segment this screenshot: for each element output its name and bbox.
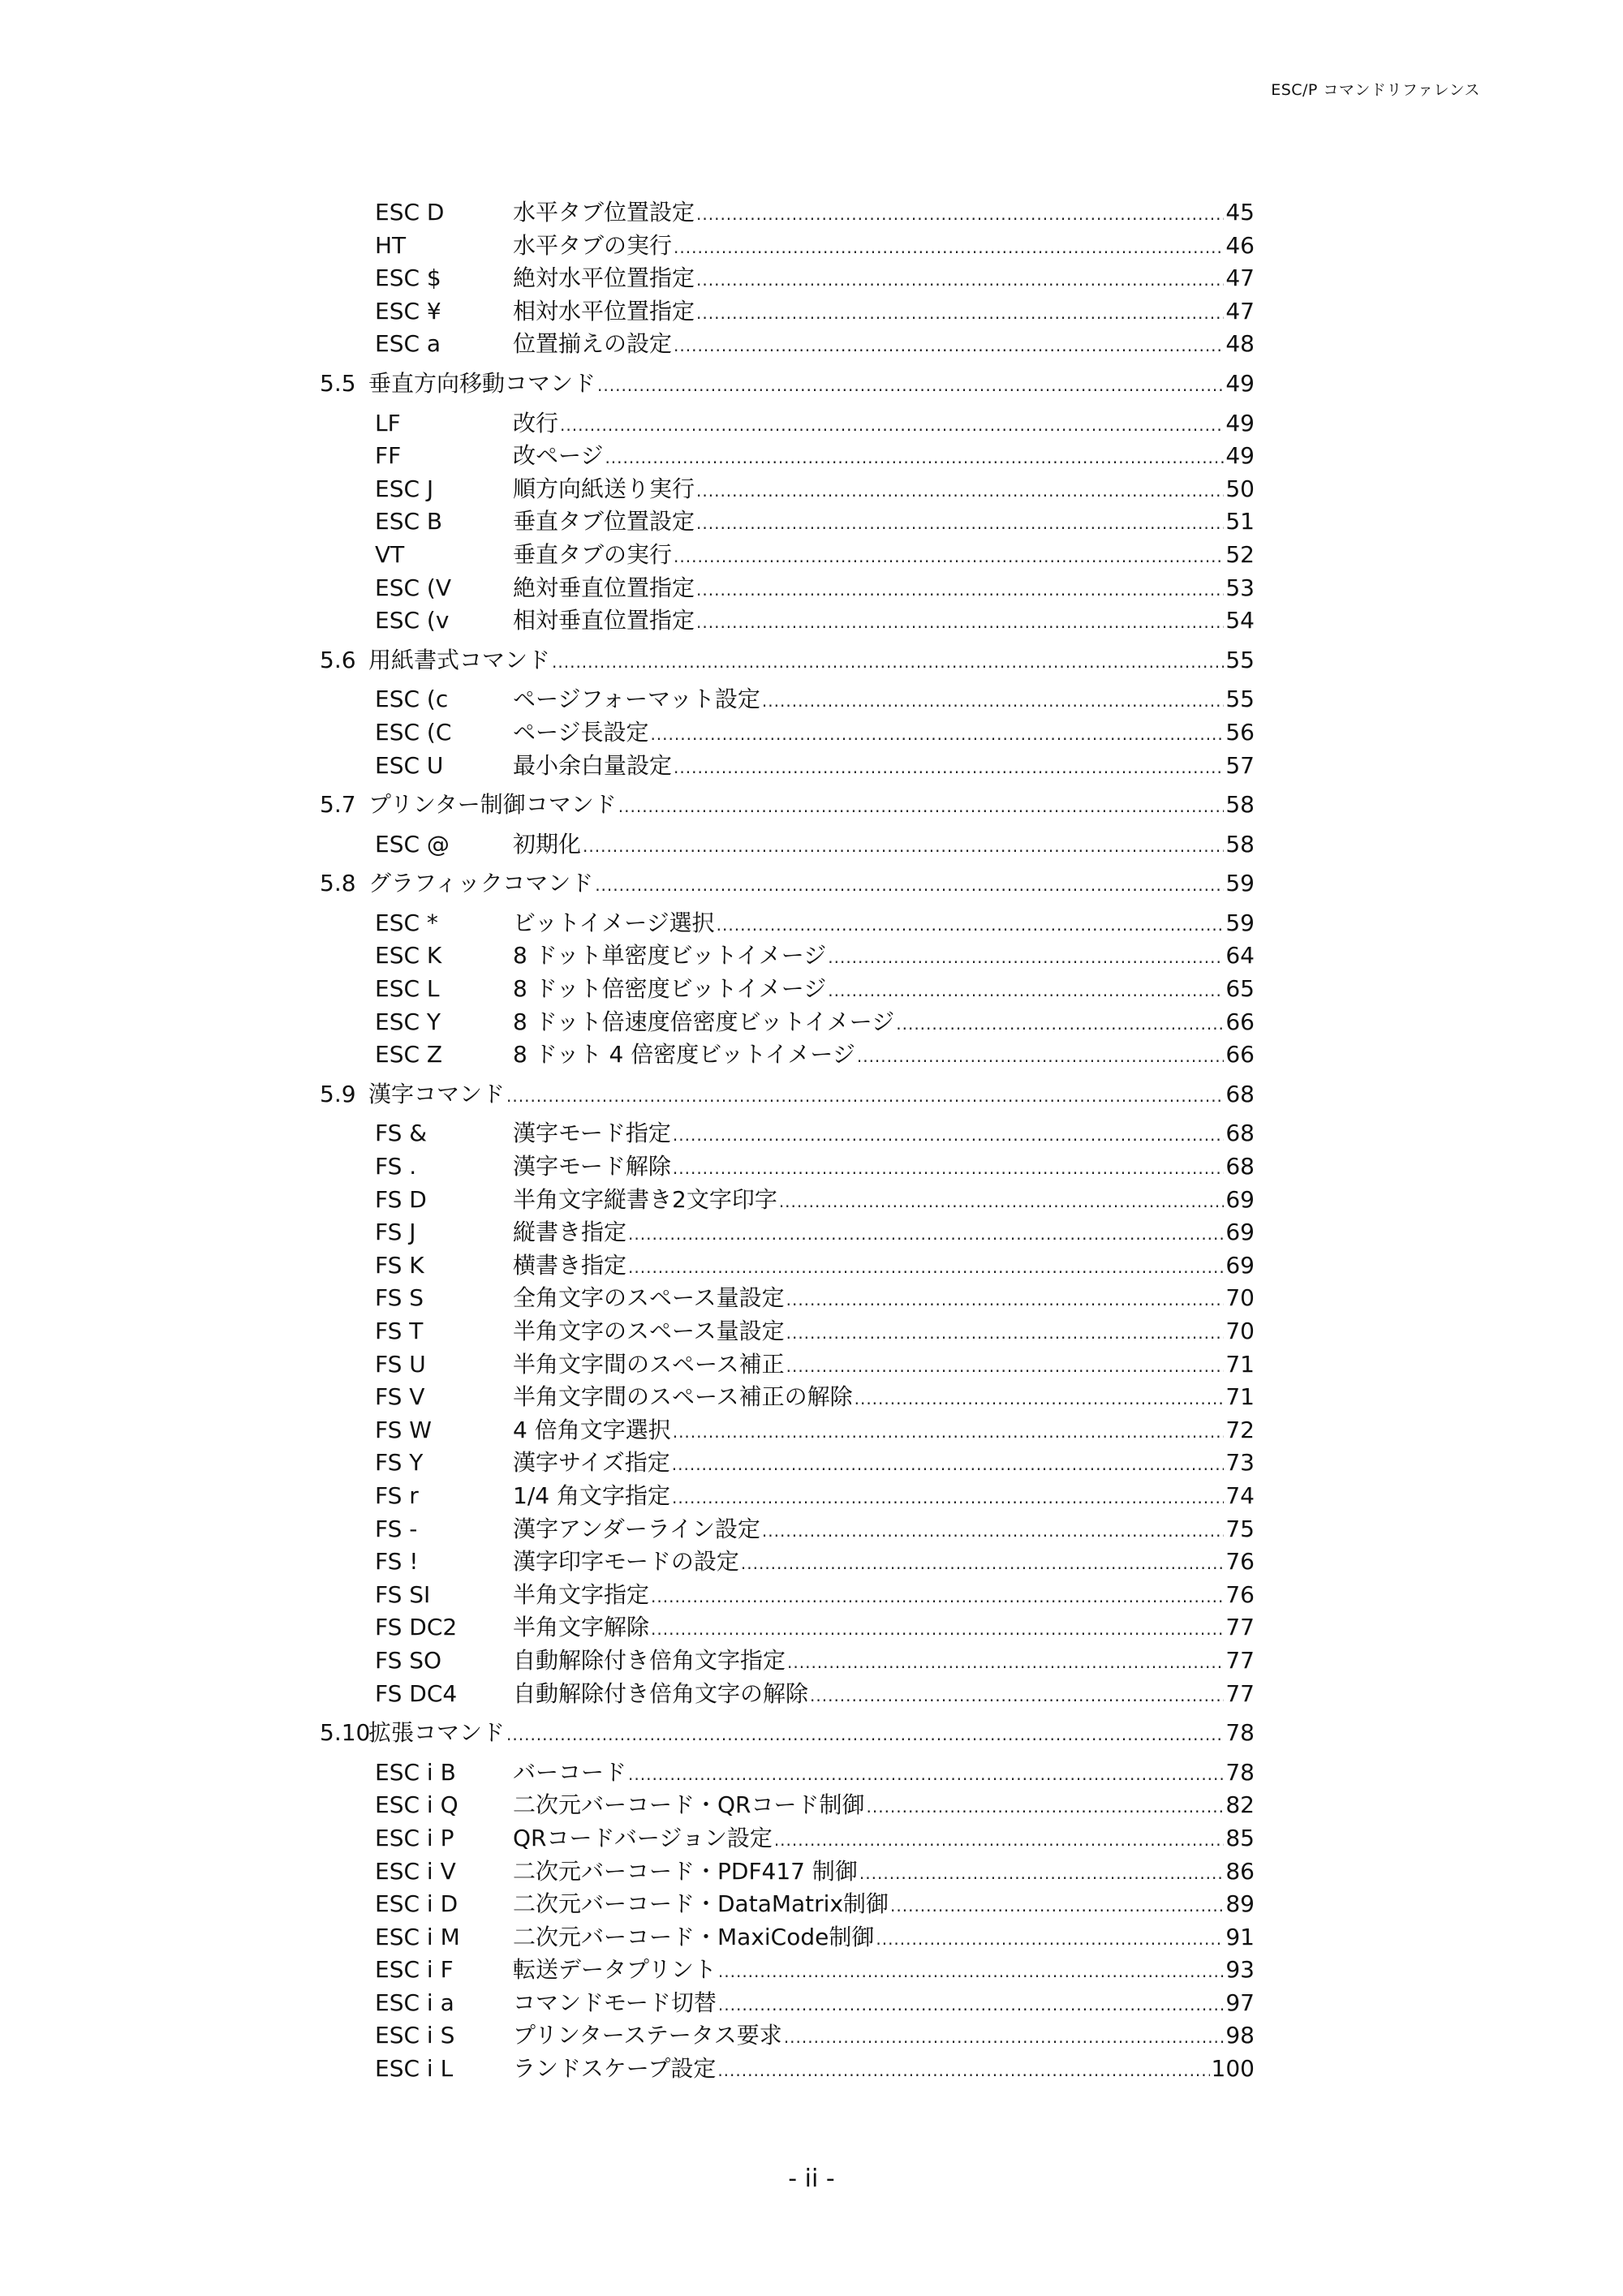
- toc-entry-row[interactable]: [320, 1822, 1255, 1855]
- command-code: FS r: [375, 1481, 419, 1509]
- entry-title: QRコードバージョン設定: [513, 1824, 773, 1851]
- toc-entry-row[interactable]: [320, 1447, 1255, 1480]
- page-reference: 71: [1225, 1350, 1255, 1378]
- entry-title: 漢字モード解除: [513, 1153, 671, 1180]
- toc-entry-row[interactable]: [320, 328, 1255, 361]
- section-title: プリンター制御コマンド: [368, 791, 617, 819]
- page-number: - ii -: [788, 2165, 835, 2193]
- toc-entry-row[interactable]: [320, 1381, 1255, 1414]
- section-title: 垂直方向移動コマンド: [368, 369, 596, 397]
- page-reference: 50: [1225, 475, 1255, 502]
- dot-leader: [597, 369, 1224, 402]
- dot-leader: [628, 1251, 1224, 1284]
- dot-leader: [762, 685, 1224, 718]
- toc-entry-row[interactable]: [320, 196, 1255, 230]
- page-reference: 58: [1225, 830, 1255, 858]
- command-code: ESC (c: [375, 686, 449, 713]
- page-reference: 69: [1225, 1251, 1255, 1279]
- entry-title: 二次元バーコード・PDF417 制御: [513, 1857, 858, 1885]
- toc-entry-row[interactable]: [320, 2053, 1255, 2086]
- page-reference: 54: [1225, 607, 1255, 634]
- command-code: ESC i S: [375, 2022, 455, 2049]
- page-reference: 64: [1225, 942, 1255, 970]
- dot-leader: [674, 231, 1224, 264]
- command-code: ESC $: [375, 264, 441, 292]
- dot-leader: [674, 329, 1224, 363]
- section-title: 用紙書式コマンド: [368, 646, 551, 673]
- section-title: グラフィックコマンド: [368, 870, 594, 897]
- entry-title: 自動解除付き倍角文字の解除: [513, 1679, 809, 1707]
- entry-title: 自動解除付き倍角文字指定: [513, 1646, 786, 1674]
- page-reference: 75: [1225, 1515, 1255, 1542]
- dot-leader: [741, 1547, 1224, 1580]
- dot-leader: [595, 869, 1224, 902]
- page-reference: 78: [1225, 1758, 1255, 1786]
- command-code: ESC B: [375, 508, 443, 535]
- toc-entry-row[interactable]: [320, 262, 1255, 295]
- page-reference: 59: [1225, 870, 1255, 897]
- toc-entry-row[interactable]: [320, 1921, 1255, 1954]
- dot-leader: [506, 1080, 1224, 1113]
- page-reference: 66: [1225, 1008, 1255, 1035]
- dot-leader: [828, 941, 1224, 974]
- command-code: FS T: [375, 1318, 424, 1344]
- dot-leader: [672, 1448, 1225, 1481]
- entry-title: ランドスケープ設定: [513, 2055, 717, 2083]
- command-code: ESC Y: [375, 1008, 441, 1035]
- dot-leader: [651, 1613, 1224, 1646]
- page-reference: 56: [1225, 718, 1255, 746]
- command-code: ESC (v: [375, 607, 450, 634]
- command-code: ESC L: [375, 975, 440, 1003]
- entry-title: 改ページ: [513, 442, 604, 470]
- command-code: LF: [375, 409, 401, 436]
- toc-entry-row[interactable]: [320, 2019, 1255, 2053]
- dot-leader: [696, 574, 1224, 607]
- toc-entry-row[interactable]: [320, 1987, 1255, 2020]
- page-reference: 72: [1225, 1416, 1255, 1443]
- entry-title: 漢字アンダーライン設定: [513, 1515, 760, 1542]
- dot-leader: [896, 1008, 1224, 1041]
- entry-title: 半角文字間のスペース補正: [513, 1350, 785, 1378]
- command-code: ESC i F: [375, 1956, 454, 1984]
- page-reference: 65: [1225, 975, 1255, 1003]
- page-reference: 46: [1225, 231, 1255, 259]
- page-reference: 77: [1225, 1679, 1255, 1707]
- toc-entry-row[interactable]: [320, 1888, 1255, 1921]
- page-reference: 70: [1225, 1284, 1255, 1312]
- page-reference: 47: [1225, 297, 1255, 325]
- command-code: ESC i B: [375, 1758, 456, 1786]
- page-reference: 57: [1225, 751, 1255, 779]
- toc-entry-row[interactable]: [320, 407, 1255, 441]
- toc-entry-row[interactable]: [320, 1414, 1255, 1447]
- toc-entry-row[interactable]: [320, 230, 1255, 263]
- entry-title: 改行: [513, 409, 559, 436]
- command-code: FS S: [375, 1284, 424, 1312]
- entry-title: 8 ドット単密度ビットイメージ: [513, 942, 827, 970]
- dot-leader: [867, 1791, 1225, 1824]
- page-reference: 68: [1225, 1080, 1255, 1107]
- page-reference: 49: [1225, 442, 1255, 470]
- entry-title: 半角文字縦書き2文字印字: [513, 1185, 777, 1213]
- entry-title: 縦書き指定: [513, 1219, 627, 1246]
- section-title: 漢字コマンド: [368, 1080, 506, 1107]
- entry-title: 二次元バーコード・QRコード制御: [513, 1791, 865, 1819]
- command-code: ESC i Q: [375, 1791, 458, 1819]
- page-reference: 68: [1225, 1153, 1255, 1180]
- command-code: HT: [375, 231, 407, 259]
- toc-entry-row[interactable]: [320, 716, 1255, 750]
- page-reference: 85: [1225, 1824, 1255, 1851]
- entry-title: 絶対垂直位置指定: [513, 574, 695, 601]
- entry-title: 最小余白量設定: [513, 751, 673, 779]
- toc-entry-row[interactable]: [320, 907, 1255, 940]
- toc-entry-row[interactable]: [320, 1348, 1255, 1382]
- entry-title: ページフォーマット設定: [513, 686, 760, 713]
- command-code: ESC i L: [375, 2055, 454, 2083]
- dot-leader: [673, 1152, 1224, 1185]
- entry-title: 漢字印字モードの設定: [513, 1548, 739, 1576]
- section-number: 5.6: [320, 646, 356, 673]
- entry-title: 半角文字指定: [513, 1580, 650, 1608]
- entry-title: 二次元バーコード・MaxiCode制御: [513, 1923, 875, 1950]
- command-code: ESC @: [375, 830, 450, 858]
- page-reference: 82: [1225, 1791, 1255, 1819]
- command-code: ESC a: [375, 330, 441, 358]
- toc-entry-row[interactable]: [320, 1480, 1255, 1513]
- dot-leader: [718, 1989, 1224, 2022]
- page-reference: 55: [1225, 646, 1255, 673]
- command-code: FS !: [375, 1548, 419, 1576]
- toc-entry-row[interactable]: [320, 1315, 1255, 1348]
- toc-entry-row[interactable]: [320, 750, 1255, 783]
- command-code: FS V: [375, 1383, 425, 1411]
- toc-section-row[interactable]: [320, 368, 1255, 401]
- entry-title: 漢字モード指定: [513, 1120, 671, 1147]
- dot-leader: [650, 718, 1224, 751]
- dot-leader: [696, 475, 1224, 508]
- toc-entry-row[interactable]: [320, 604, 1255, 638]
- entry-title: 8 ドット 4 倍密度ビットイメージ: [513, 1041, 855, 1068]
- page-reference: 66: [1225, 1041, 1255, 1068]
- command-code: FS &: [375, 1120, 428, 1147]
- dot-leader: [696, 198, 1224, 231]
- command-code: ESC i D: [375, 1890, 458, 1918]
- dot-leader: [552, 646, 1224, 679]
- toc-entry-row[interactable]: [320, 1006, 1255, 1039]
- command-code: ESC (V: [375, 574, 451, 601]
- command-code: ESC ¥: [375, 297, 441, 325]
- page-reference: 70: [1225, 1318, 1255, 1344]
- entry-title: 半角文字のスペース量設定: [513, 1318, 785, 1344]
- dot-leader: [673, 1119, 1224, 1152]
- toc-entry-row[interactable]: [320, 539, 1255, 572]
- command-code: ESC Z: [375, 1041, 443, 1068]
- entry-title: ページ長設定: [513, 718, 649, 746]
- dot-leader: [787, 1646, 1224, 1679]
- command-code: FS SO: [375, 1646, 442, 1674]
- dot-leader: [560, 409, 1224, 442]
- dot-leader: [672, 1481, 1224, 1515]
- entry-title: 8 ドット倍密度ビットイメージ: [513, 975, 827, 1003]
- entry-title: 絶対水平位置指定: [513, 264, 695, 292]
- page-reference: 86: [1225, 1857, 1255, 1885]
- dot-leader: [890, 1890, 1224, 1923]
- page-reference: 93: [1225, 1956, 1255, 1984]
- entry-title: 4 倍角文字選択: [513, 1416, 671, 1443]
- dot-leader: [696, 507, 1224, 540]
- page-reference: 77: [1225, 1646, 1255, 1674]
- command-code: FS J: [375, 1219, 416, 1246]
- toc-entry-row[interactable]: [320, 1855, 1255, 1889]
- page-reference: 76: [1225, 1580, 1255, 1608]
- toc-section-row[interactable]: [320, 1078, 1255, 1111]
- dot-leader: [786, 1350, 1225, 1383]
- command-code: FS -: [375, 1515, 418, 1542]
- dot-leader: [673, 1416, 1225, 1449]
- command-code: FS U: [375, 1350, 426, 1378]
- dot-leader: [618, 790, 1225, 823]
- entry-title: 全角文字のスペース量設定: [513, 1284, 785, 1312]
- page-reference: 49: [1225, 409, 1255, 436]
- toc-entry-row[interactable]: [320, 828, 1255, 862]
- toc-entry-row[interactable]: [320, 1117, 1255, 1150]
- entry-title: 水平タブ位置設定: [513, 199, 695, 226]
- toc-entry-row[interactable]: [320, 1150, 1255, 1184]
- dot-leader: [674, 751, 1224, 785]
- toc-section-row[interactable]: [320, 789, 1255, 822]
- page-reference: 74: [1225, 1481, 1255, 1509]
- entry-title: 8 ドット倍速度倍密度ビットイメージ: [513, 1008, 895, 1035]
- dot-leader: [605, 441, 1224, 475]
- page-reference: 59: [1225, 909, 1255, 936]
- entry-title: 相対垂直位置指定: [513, 607, 695, 634]
- running-header: ESC/P コマンドリファレンス: [1271, 81, 1480, 99]
- dot-leader: [674, 540, 1224, 574]
- page-reference: 76: [1225, 1548, 1255, 1576]
- dot-leader: [717, 909, 1225, 942]
- command-code: ESC D: [375, 199, 445, 226]
- entry-title: 水平タブの実行: [513, 231, 673, 259]
- toc-entry-row[interactable]: [320, 1216, 1255, 1249]
- toc-entry-row[interactable]: [320, 1038, 1255, 1072]
- toc-entry-row[interactable]: [320, 939, 1255, 973]
- dot-leader: [786, 1317, 1225, 1350]
- command-code: ESC i M: [375, 1923, 460, 1950]
- dot-leader: [859, 1857, 1224, 1890]
- dot-leader: [876, 1923, 1224, 1956]
- toc-section-row[interactable]: [320, 867, 1255, 901]
- toc-entry-row[interactable]: [320, 973, 1255, 1006]
- dot-leader: [583, 830, 1224, 863]
- page-reference: 53: [1225, 574, 1255, 601]
- toc-entry-row[interactable]: [320, 1678, 1255, 1711]
- toc-entry-row[interactable]: [320, 1184, 1255, 1217]
- command-code: ESC U: [375, 751, 444, 779]
- toc-entry-row[interactable]: [320, 1645, 1255, 1678]
- command-code: ESC J: [375, 475, 434, 502]
- dot-leader: [506, 1718, 1224, 1752]
- page-reference: 73: [1225, 1449, 1255, 1477]
- command-code: ESC (C: [375, 718, 452, 746]
- command-code: FS K: [375, 1251, 424, 1279]
- page-reference: 78: [1225, 1719, 1255, 1747]
- toc-entry-row[interactable]: [320, 1789, 1255, 1822]
- command-code: ESC K: [375, 942, 442, 970]
- command-code: FS SI: [375, 1580, 431, 1608]
- command-code: ESC *: [375, 909, 438, 936]
- section-title: 拡張コマンド: [368, 1719, 506, 1747]
- command-code: FS DC4: [375, 1679, 458, 1707]
- entry-title: プリンターステータス要求: [513, 2022, 782, 2049]
- toc-entry-row[interactable]: [320, 1249, 1255, 1283]
- dot-leader: [628, 1758, 1224, 1791]
- page-reference: 91: [1225, 1923, 1255, 1950]
- page-reference: 58: [1225, 791, 1255, 819]
- command-code: FS .: [375, 1153, 417, 1180]
- page-reference: 45: [1225, 199, 1255, 226]
- toc-entry-row[interactable]: [320, 1282, 1255, 1315]
- section-number: 5.8: [320, 870, 356, 897]
- toc-section-row[interactable]: [320, 644, 1255, 677]
- page-reference: 47: [1225, 264, 1255, 292]
- entry-title: 垂直タブ位置設定: [513, 508, 695, 535]
- page-reference: 52: [1225, 540, 1255, 568]
- toc-entry-row[interactable]: [320, 473, 1255, 506]
- page-reference: 55: [1225, 686, 1255, 713]
- dot-leader: [696, 264, 1224, 297]
- entry-title: コマンドモード切替: [513, 1989, 717, 2016]
- dot-leader: [810, 1679, 1224, 1713]
- toc-entry-row[interactable]: [320, 295, 1255, 329]
- dot-leader: [762, 1515, 1224, 1548]
- command-code: FF: [375, 442, 402, 470]
- toc-section-row[interactable]: [320, 1717, 1255, 1750]
- command-code: ESC i a: [375, 1989, 454, 2016]
- entry-title: 順方向紙送り実行: [513, 475, 695, 502]
- dot-leader: [696, 606, 1224, 639]
- dot-leader: [717, 2054, 1209, 2087]
- toc-entry-row[interactable]: [320, 440, 1255, 473]
- command-code: ESC i V: [375, 1857, 456, 1885]
- section-number: 5.9: [320, 1080, 356, 1107]
- entry-title: 1/4 角文字指定: [513, 1481, 670, 1509]
- entry-title: 二次元バーコード・DataMatrix制御: [513, 1890, 889, 1918]
- toc-entry-row[interactable]: [320, 1954, 1255, 1987]
- entry-title: ビットイメージ選択: [513, 909, 715, 936]
- entry-title: 転送データプリント: [513, 1956, 717, 1984]
- dot-leader: [828, 974, 1224, 1008]
- entry-title: 垂直タブの実行: [513, 540, 673, 568]
- toc-entry-row[interactable]: [320, 1611, 1255, 1645]
- entry-title: 初期化: [513, 830, 582, 858]
- page-reference: 48: [1225, 330, 1255, 358]
- entry-title: 横書き指定: [513, 1251, 627, 1279]
- dot-leader: [786, 1283, 1225, 1317]
- entry-title: 漢字サイズ指定: [513, 1449, 670, 1477]
- toc-entry-row[interactable]: [320, 1546, 1255, 1579]
- dot-leader: [784, 2021, 1225, 2054]
- toc-entry-row[interactable]: [320, 1513, 1255, 1546]
- command-code: ESC i P: [375, 1824, 454, 1851]
- toc-entry-row[interactable]: [320, 1756, 1255, 1790]
- entry-title: 位置揃えの設定: [513, 330, 673, 358]
- toc-entry-row[interactable]: [320, 572, 1255, 605]
- dot-leader: [857, 1040, 1225, 1073]
- command-code: VT: [375, 540, 405, 568]
- entry-title: 相対水平位置指定: [513, 297, 695, 325]
- page-reference: 89: [1225, 1890, 1255, 1918]
- dot-leader: [651, 1580, 1224, 1614]
- page-reference: 51: [1225, 508, 1255, 535]
- command-code: FS D: [375, 1185, 427, 1213]
- toc-entry-row[interactable]: [320, 1579, 1255, 1612]
- command-code: FS W: [375, 1416, 432, 1443]
- page-reference: 71: [1225, 1383, 1255, 1411]
- page-reference: 77: [1225, 1614, 1255, 1641]
- toc-entry-row[interactable]: [320, 505, 1255, 539]
- toc-entry-row[interactable]: [320, 683, 1255, 716]
- page-reference: 97: [1225, 1989, 1255, 2016]
- dot-leader: [774, 1824, 1225, 1857]
- page-reference: 98: [1225, 2022, 1255, 2049]
- page-reference: 68: [1225, 1120, 1255, 1147]
- section-number: 5.5: [320, 369, 356, 397]
- entry-title: バーコード: [513, 1758, 627, 1786]
- page-reference: 100: [1211, 2055, 1255, 2083]
- command-code: FS Y: [375, 1449, 424, 1477]
- table-of-contents: [320, 196, 1255, 2086]
- page-reference: 49: [1225, 369, 1255, 397]
- section-number: 5.10: [320, 1719, 371, 1747]
- dot-leader: [718, 1955, 1224, 1989]
- command-code: FS DC2: [375, 1614, 458, 1641]
- section-number: 5.7: [320, 791, 356, 819]
- entry-title: 半角文字解除: [513, 1614, 650, 1641]
- dot-leader: [779, 1185, 1225, 1219]
- page-reference: 69: [1225, 1219, 1255, 1246]
- dot-leader: [696, 297, 1224, 330]
- entry-title: 半角文字間のスペース補正の解除: [513, 1383, 853, 1411]
- dot-leader: [628, 1218, 1224, 1251]
- dot-leader: [855, 1382, 1225, 1416]
- page-reference: 69: [1225, 1185, 1255, 1213]
